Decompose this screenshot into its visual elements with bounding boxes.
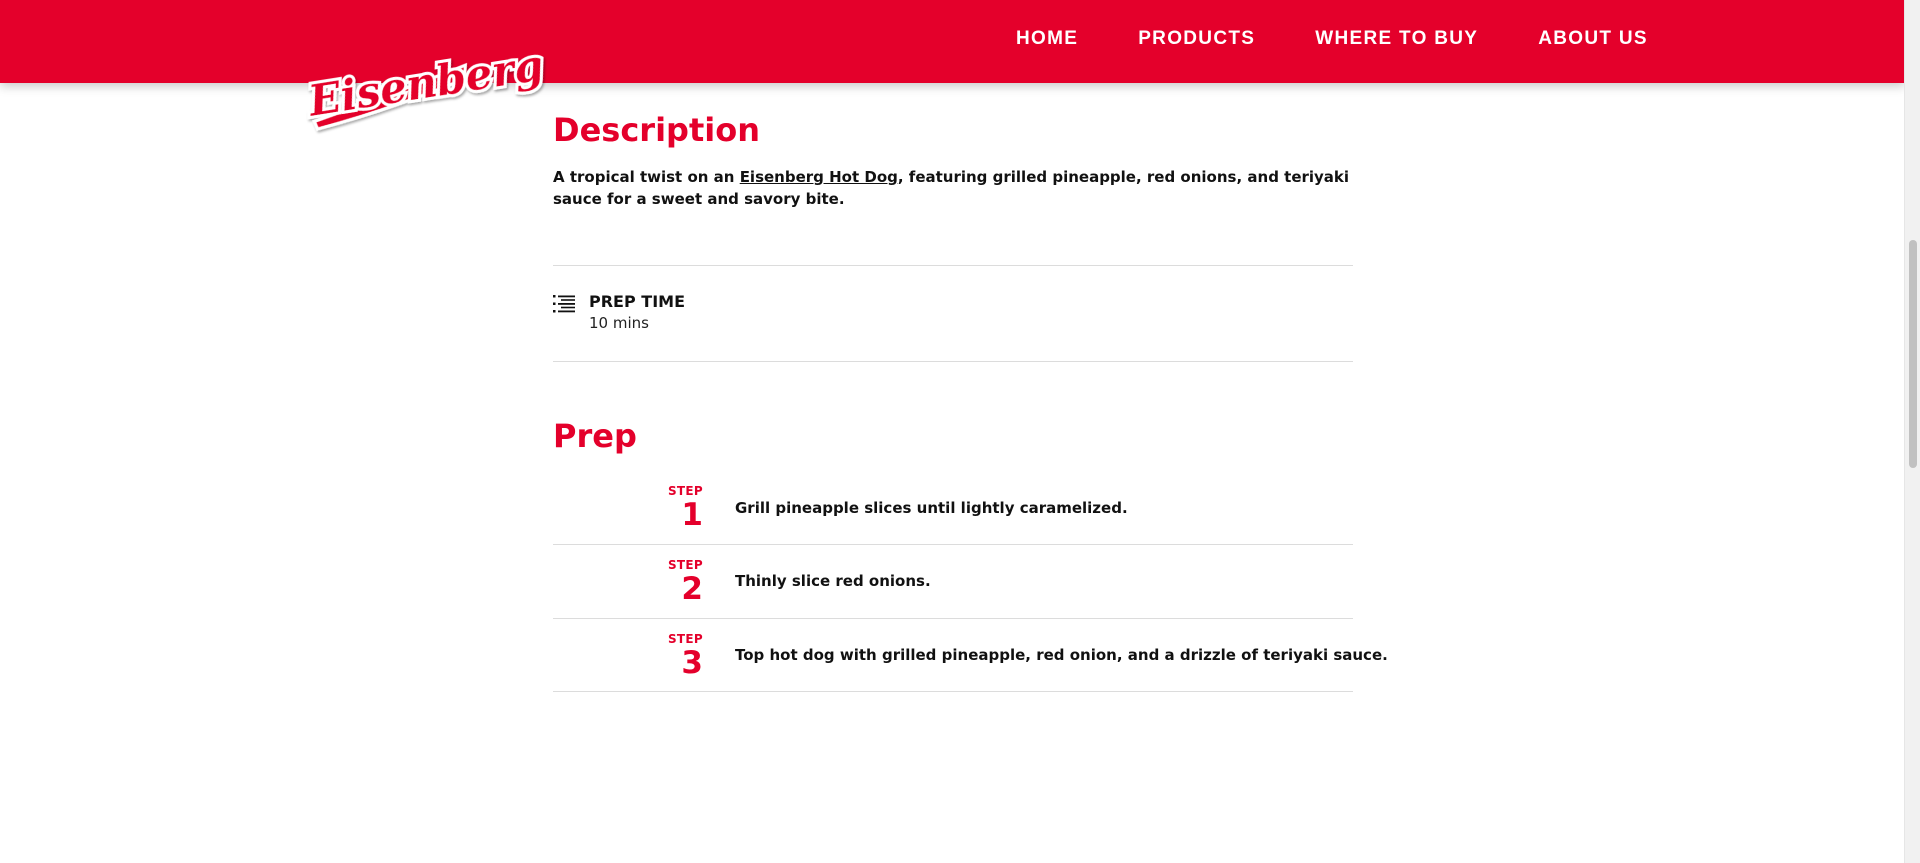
list-icon — [553, 294, 575, 314]
page-scrollbar[interactable] — [1904, 0, 1920, 863]
nav-products-link[interactable]: PRODUCTS — [1138, 28, 1256, 49]
step-text: Thinly slice red onions. — [735, 572, 931, 590]
eisenberg-logo[interactable] — [298, 40, 547, 128]
step-number: 1 — [681, 497, 703, 533]
description-title: Description — [553, 111, 760, 149]
logo-text: Eisenberg — [305, 40, 547, 126]
prep-step — [553, 484, 1353, 557]
step-word: STEP — [667, 558, 703, 572]
scrollbar-thumb[interactable] — [1909, 240, 1917, 468]
divider — [553, 265, 1353, 266]
step-number: 3 — [681, 645, 703, 681]
step-number-block — [583, 484, 703, 532]
divider — [553, 544, 1353, 545]
description-text-end: , featuring grilled pineapple, red onions, and teriyaki sauce for a sweet and savory bite. — [553, 168, 1350, 208]
nav-home-link[interactable]: HOME — [1016, 28, 1079, 49]
description-text-start: A tropical twist on an — [553, 168, 740, 186]
prep-step — [553, 558, 1353, 631]
description-text — [553, 166, 1353, 210]
step-text: Grill pineapple slices until lightly caramelized. — [735, 499, 1128, 517]
nav-where-to-buy-link[interactable]: WHERE TO BUY — [1315, 28, 1479, 49]
logo-graphic — [298, 40, 547, 128]
prep-title: Prep — [553, 417, 637, 455]
nav-about-us-link[interactable]: ABOUT US — [1538, 28, 1648, 49]
hot-dog-product-link[interactable]: Eisenberg Hot Dog — [739, 168, 898, 186]
step-number: 2 — [681, 571, 703, 607]
step-number-block — [583, 632, 703, 680]
site-header — [0, 0, 1905, 83]
step-word: STEP — [667, 484, 703, 498]
divider — [553, 618, 1353, 619]
step-text: Top hot dog with grilled pineapple, red onion, and a drizzle of teriyaki sauce. — [735, 646, 1388, 664]
divider — [553, 361, 1353, 362]
prep-step — [553, 632, 1388, 705]
step-word: STEP — [667, 632, 703, 646]
main-nav — [1016, 28, 1648, 50]
step-number-block — [583, 558, 703, 606]
prep-time-label: PREP TIME — [589, 292, 685, 311]
divider — [553, 691, 1353, 692]
prep-time-block — [553, 292, 1353, 338]
prep-time-value: 10 mins — [589, 314, 649, 332]
